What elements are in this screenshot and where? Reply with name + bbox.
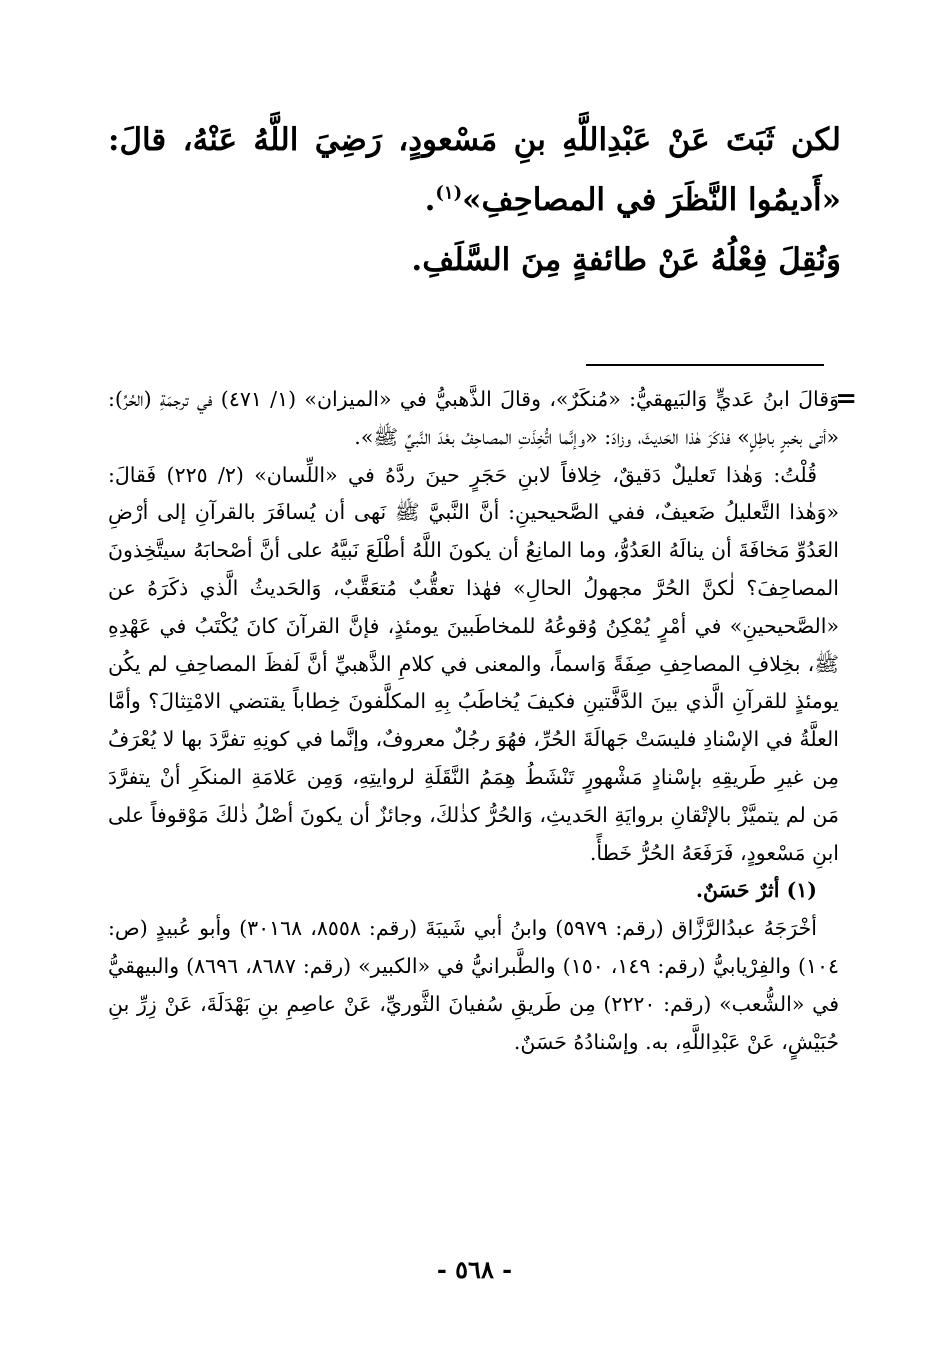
main-paragraph-text: لكن ثَبَتَ عَنْ عَبْدِاللَّهِ بنِ مَسْعودٍ، رَضِيَ اللَّهُ عَنْهُ، قالَ: «أَديمُوا النَّظَرَ في المصاحِفِ»	[108, 122, 841, 218]
footnote-reference: (١)	[435, 182, 463, 204]
footnote-number: (١)	[786, 878, 817, 903]
footnotes	[108, 381, 839, 1061]
footnote-heading	[108, 872, 839, 910]
main-paragraph	[108, 110, 841, 230]
main-text	[108, 110, 841, 290]
footnote-paragraph: قُلْتُ: وَهٰذا تَعليلٌ دَقيقٌ، خِلافاً لابنِ حَجَرٍ حينَ ردَّهُ في «اللِّسان» (٢/ ٢٢٥) فَقالَ: «وَهٰذا التَّعليلُ ضَعيفٌ، ففي الصَّحيحينِ: أنَّ النَّبيَّ ﷺ نَهى أن يُسافَرَ بالقرآنِ إلى أرْضِ العَدُوِّ مَخافَةَ أن ينالَهُ العَدُوُّ، وما المانِعُ أن يكونَ اللَّهُ أطْلَعَ نَبيَّهُ على أنَّ أصْحابَهُ سيتَّخِذونَ المصاحِفَ؟ لٰكنَّ الحُرَّ مجهولُ الحالِ» فهٰذا تعقُّبٌ مُتعَقَّبٌ، وَالحَديثُ الَّذي ذكَرَهُ عن «الصَّحيحينِ» في أمْرٍ يُمْكِنُ وُقوعُهُ للمخاطَبينَ يومئذٍ، فإنَّ القرآنَ كانَ يُكْتَبُ في عَهْدِهِ ﷺ، بخِلافِ المصاحِفِ صِفَةً وَاسماً، والمعنى في كلامِ الذَّهبيِّ أنَّ لَفظَ المصاحِفِ لم يكُن يومئذٍ للقرآنِ الَّذي بينَ الدَّفَّتينِ فكيفَ يُخاطَبُ بِهِ المكلَّفونَ خِطاباً يقتضي الامْتِثالَ؟ وأمَّا العلَّةُ في الإسْنادِ فليسَتْ جَهالَةَ الحُرِّ، فهُوَ رجُلٌ معروفٌ، وإنَّما في كونِهِ تفرَّدَ بها لا يُعْرَفُ مِن غيرِ طَريقِهِ بإسْنادٍ مَشْهورٍ تَنْشَطُ هِمَمُ النَّقَلَةِ لروايتِهِ، وَمِن عَلامَةِ المنكَرِ أنْ يتفرَّدَ مَن لم يتميَّزْ بالإتْقانِ بروايَةِ الحَديثِ، وَالحُرُّ كذٰلكَ، وجائزٌ أن يكونَ أصْلُ ذٰلكَ مَوْقوفاً على ابنِ مَسْعودٍ، فَرَفَعَهُ الحُرُّ خَطأً.	[108, 462, 839, 865]
footnote-separator	[586, 364, 824, 366]
footnote-paragraph: وَقالَ ابنُ عَديٍّ وَالبَيهقيُّ: «مُنكَرٌ»، وقالَ الذَّهبيُّ في «الميزان» (١/ ٤٧١) في ترجمَةِ (الحُرِّ): «أتى بخبرٍ باطِلٍ» فذكَرَ هٰذا الحَديثَ، وزادَ: «وإنَّما اتُّخِذَتِ المصاحِفُ بعْدَ النَّبيِّ ﷺ».	[108, 387, 839, 449]
main-paragraph: وَنُقِلَ فِعْلُهُ عَنْ طائفةٍ مِنَ السَّلَفِ.	[411, 242, 841, 278]
footnote-continuation-mark: =	[835, 384, 857, 414]
footnote-title: أثرٌ حَسَنٌ.	[695, 878, 780, 903]
page-number: - ٥٦٨ -	[436, 1255, 513, 1284]
footnote-paragraph: أخْرَجَهُ عبدُالرَّزَّاق (رقم: ٥٩٧٩) وابنُ أبي شَيبَةَ (رقم: ٨٥٥٨، ٣٠١٦٨) وأبو عُبيدٍ (ص: ١٠٤) والفِرْيابيُّ (رقم: ١٤٩، ١٥٠) والطَّبرانيُّ في «الكبير» (رقم: ٨٦٨٧، ٨٦٩٦) والبيهقيُّ في «الشُّعب» (رقم: ٢٢٢٠) مِن طَريقِ سُفيانَ الثَّوريِّ، عَنْ عاصِمِ بنِ بَهْدَلَةَ، عَنْ زِرِّ بنِ حُبَيْشٍ، عَنْ عَبْدِاللَّهِ، به. وإسْنادُهُ حَسَنٌ.	[108, 916, 839, 1054]
main-paragraph-end: .	[424, 182, 436, 218]
